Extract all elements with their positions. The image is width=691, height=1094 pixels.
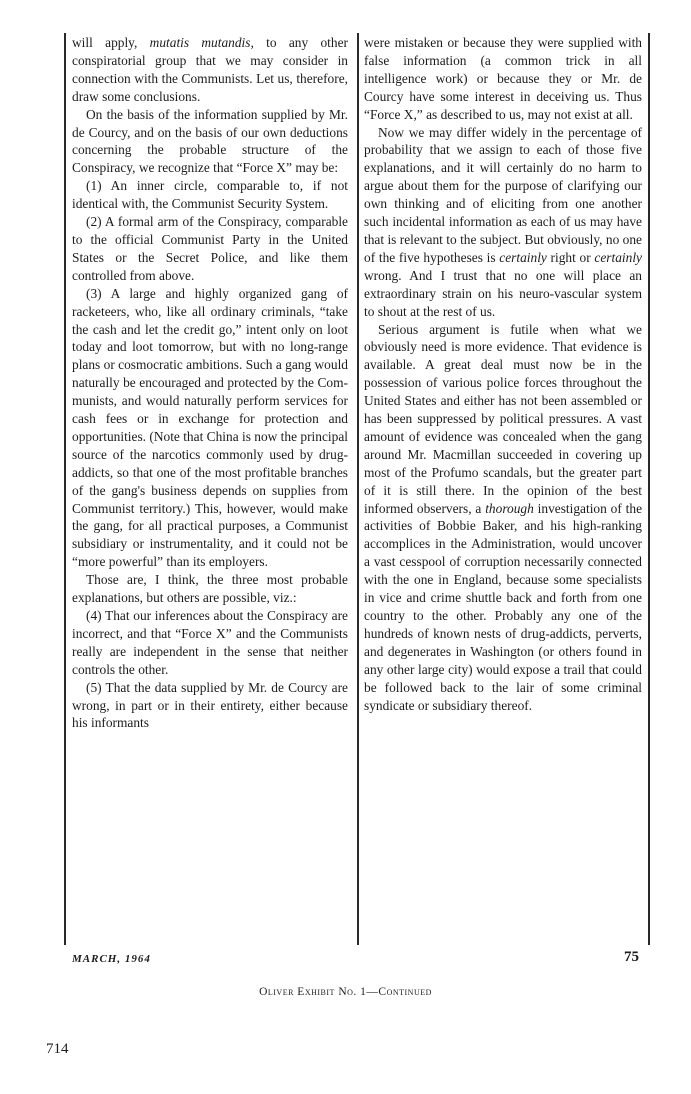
italic-text: mutatis mutandis, <box>149 35 254 50</box>
text-run: Serious argument is futile when what we obviously need is more evidence. That evidence is available. A great deal must now be in the possession of various police forces throughout the United States and either has not been assembled or has been suppressed by political pressures. A vast amount of evidence was concealed when the gang around Mr. Macmillan succeeded in covering up most of the Profumo scandals, but the greater part of it is still there. In the opinion of the best informed observers, a <box>364 321 642 516</box>
paragraph <box>72 177 348 213</box>
text-run: to any other conspiratorial group that we may consider in connection with the Communists. Let us, therefore, draw some conclusions. <box>72 35 348 104</box>
issue-date: MARCH, 1964 <box>72 953 151 965</box>
magazine-page-number: 75 <box>624 949 639 965</box>
paragraph <box>72 679 348 733</box>
paragraph <box>72 106 348 178</box>
text-run: On the basis of the information supplied by Mr. de Courcy, and on the basis of our own deductions concerning the probable structure of the Conspiracy, we recognize that “Force X” may be: <box>72 106 348 176</box>
text-run: (5) That the data supplied by Mr. de Courcy are wrong, in part or in their entirety, either because his informants <box>72 679 348 731</box>
text-run: (1) An inner circle, comparable to, if not identical with, the Communist Security System. <box>72 178 348 212</box>
text-run: Now we may differ widely in the percentage of probability that we assign to each of those five explanations, and it will certainly do no harm to argue about them for the purpose of clarifying our own thinking and of eliciting from one another such incidental information as each of us may have that is relevant to the subject. But obviously, no one of the five hypotheses is <box>364 124 642 265</box>
text-run: Those are, I think, the three most probable explanations, but others are possible, viz.: <box>72 572 348 606</box>
paragraph <box>72 285 348 572</box>
italic-text: certainly <box>594 249 642 265</box>
text-run: (4) That our inferences about the Conspiracy are incorrect, and that “Force X” and the Communists really are independent in the sense that neither controls the other. <box>72 608 348 677</box>
record-page-number: 714 <box>46 1041 69 1057</box>
center-column-rule <box>357 33 359 945</box>
left-column-rule <box>64 33 66 945</box>
exhibit-caption: Oliver Exhibit No. 1—Continued <box>259 986 432 998</box>
text-run: investigation of the activities of Bobbie Baker, and his high-ranking accomplices in the Administration, would uncover a vast cesspool of corruption necessarily connected with the one in England, because some specialists in vice and crime shuttle back and forth from one country to the other. Probably any one of the hundreds of known nests of drug-addicts, perverts, and degenerates in Washington (or others found in any other large city) would expose a trail that could be followed back to the lair of some criminal syndicate or subsidiary thereof. <box>364 500 643 713</box>
paragraph <box>72 34 348 106</box>
italic-text: certainly <box>499 249 547 265</box>
paragraph <box>364 321 642 715</box>
text-run: (3) A large and highly organized gang of racketeers, who, like all ordinary criminals, “take the cash and let the credit go,” intent only on loot today and loot tomorrow, but with no long-range plans or cosmocratic ambitions. Such a gang would naturally be encouraged and protected by the Communists, and would naturally perform services for cash fees or in exchange for protection and opportunities. (Note that China is now the principal source of the narcotics commonly used by drug-addicts, so that one of the most profitable branches of the gang's business depends on supplies from Communist territory.) This, however, would make the gang, for all practical purposes, a Communist subsidiary or instrumentality, and it could not be “more powerful” than its employers. <box>72 285 348 570</box>
paragraph <box>364 34 642 124</box>
text-run: wrong. And I trust that no one will place an extraordinary strain on his neuro-vascular system to shout at the rest of us. <box>364 267 642 319</box>
text-column-left <box>72 34 348 732</box>
text-run: will apply, <box>72 35 150 50</box>
text-run: (2) A formal arm of the Conspiracy, comparable to the official Communist Party in the United States or the Secret Police, and like them controlled from above. <box>72 214 348 283</box>
paragraph <box>364 124 642 321</box>
paragraph <box>72 571 348 607</box>
italic-text: thorough <box>485 500 534 516</box>
paragraph <box>72 213 348 285</box>
paragraph <box>72 607 348 679</box>
text-run: were mistaken or because they were supplied with false information (a common trick in all intelligence work) or because they or Mr. de Courcy have some interest in deceiving us. Thus “Force X,” as described to us, may not exist at all. <box>364 35 642 122</box>
text-run: right or <box>546 249 595 265</box>
right-column-rule <box>648 33 650 945</box>
text-column-right <box>364 34 642 714</box>
